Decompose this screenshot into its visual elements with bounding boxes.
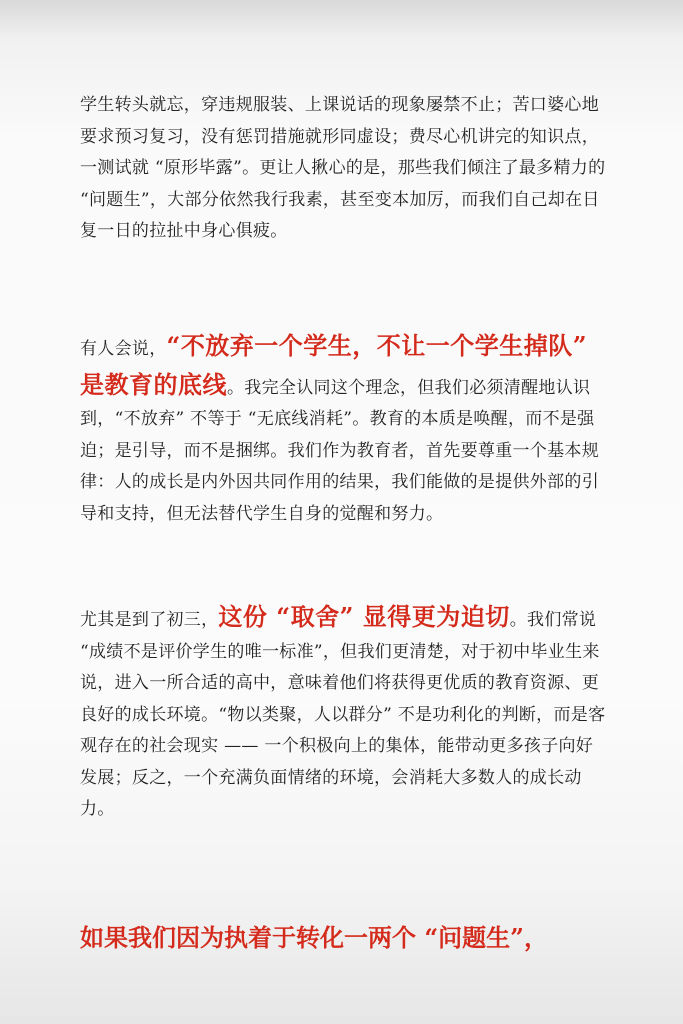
- paragraph-4-highlight: 如果我们因为执着于转化一两个 “问题生”，: [80, 923, 548, 952]
- paragraph-2-lead: 有人会说，: [80, 339, 167, 359]
- paragraph-3-highlight: 这份 “取舍” 显得更为迫切: [218, 602, 510, 631]
- paragraph-2-highlight: 不放弃一个学生，不让一个学生掉队” 是教育的底线: [80, 331, 612, 399]
- paragraph-2-rest: 。我完全认同这个理念，但我们必须清醒地认识到，“不放弃” 不等于 “无底线消耗”。教育的本质是唤醒，而不是强迫；是引导，而不是捆绑。我们作为教育者，首先要尊重一个基本规律：人的成长是内外因共同作用的结果，我们能做的是提供外部的引导和支持，但无法替代学生自身的觉醒和努力。: [80, 377, 599, 524]
- paragraph-3: [80, 601, 610, 826]
- paragraph-2: [80, 327, 610, 530]
- paragraph-1: 学生转头就忘，穿违规服装、上课说话的现象屡禁不止；苦口婆心地要求预习复习，没有惩罚措施就形同虚设；费尽心机讲完的知识点，一测试就 “原形毕露”。更让人揪心的是，那些我们倾注了最多精力的 “问题生”，大部分依然我行我素，甚至变本加厉，而我们自己却在日复一日的拉扯中身心俱疲。: [80, 95, 606, 241]
- paragraph-3-lead: 尤其是到了初三，: [80, 610, 219, 630]
- paragraph-3-rest: 。我们常说 “成绩不是评价学生的唯一标准”，但我们更清楚，对于初中毕业生来说，进入一所合适的高中，意味着他们将获得更优质的教育资源、更良好的成长环境。“物以类聚，人以群分” 不是功利化的判断，而是客观存在的社会现实 —— 一个积极向上的集体，能带动更多孩子向好发展；反之，一个充满负面情绪的环境，会消耗大多数人的成长动力。: [80, 610, 606, 819]
- paragraph-2-quote-open: “: [166, 331, 181, 360]
